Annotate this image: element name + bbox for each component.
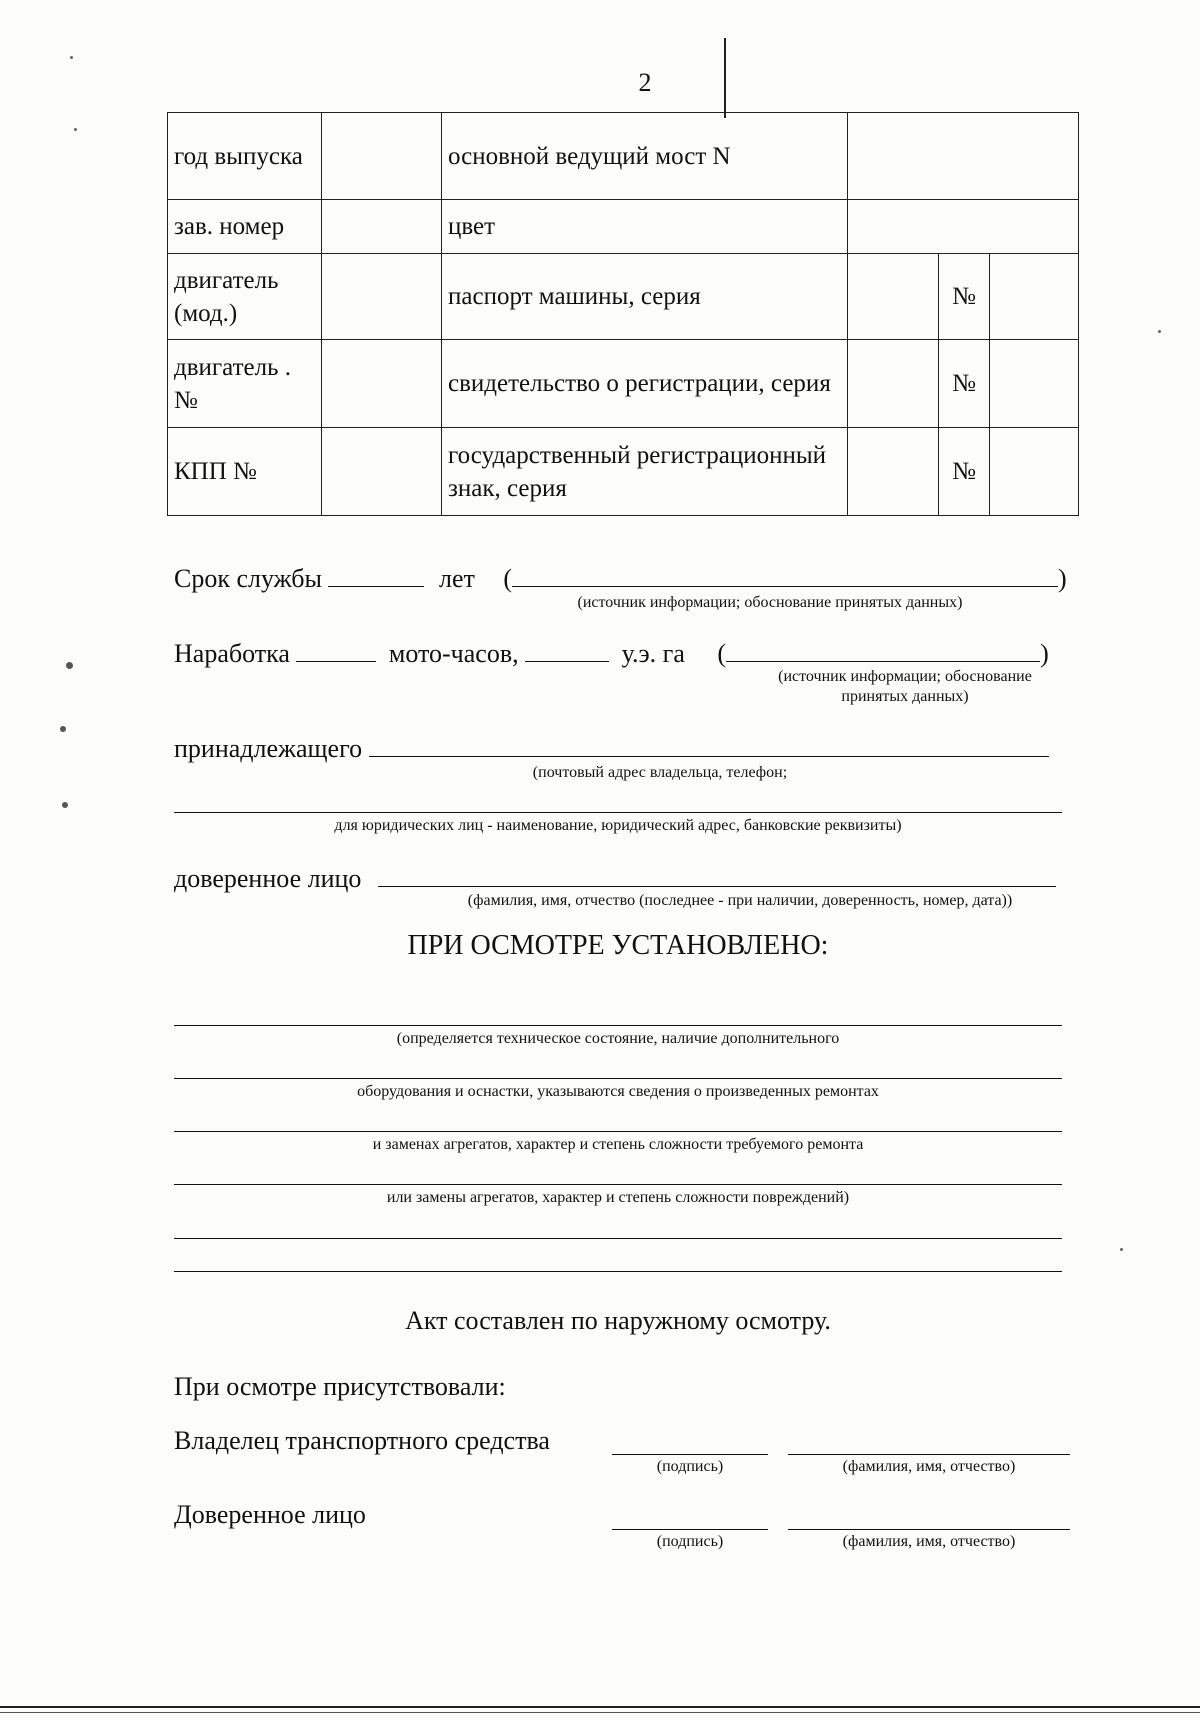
owner-address-field[interactable] [369, 730, 1049, 757]
value-engine-number[interactable] [322, 340, 442, 428]
label-registration-no: № [939, 340, 990, 428]
scan-speck [66, 662, 73, 669]
motor-hours-field[interactable] [296, 635, 376, 662]
open-paren: ( [503, 564, 513, 593]
scan-speck [62, 802, 68, 808]
page-number: 2 [638, 68, 652, 97]
table-row [168, 113, 1079, 200]
label-plate-series: государственный регистрационный знак, серия [442, 428, 848, 516]
proxy-signature-caption: (подпись) [656, 1533, 724, 1550]
operating-time-caption-2: принятых данных) [841, 688, 969, 705]
proxy-name-line[interactable] [788, 1529, 1070, 1530]
owner-row [174, 730, 1049, 764]
label-plate-no: № [939, 428, 990, 516]
label-main-axle: основной ведущий мост N [442, 113, 848, 200]
binder-mark [724, 38, 726, 118]
inspection-caption-1: (определяется техническое состояние, наличие дополнительного [396, 1030, 840, 1047]
vehicle-table [167, 112, 1079, 516]
service-life-caption: (источник информации; обоснование принятых данных) [577, 594, 963, 611]
close-paren: ) [1058, 564, 1067, 593]
proxy-label: доверенное лицо [174, 864, 362, 893]
table-row [168, 200, 1079, 254]
inspection-line-6[interactable] [174, 1271, 1062, 1272]
operating-time-row [174, 635, 1049, 669]
close-paren: ) [1040, 639, 1049, 668]
value-plate-no[interactable] [990, 428, 1079, 516]
label-gearbox-number: КПП № [168, 428, 322, 516]
value-color[interactable] [848, 200, 1079, 254]
proxy-name-caption: (фамилия, имя, отчество) [842, 1533, 1016, 1550]
value-serial[interactable] [322, 200, 442, 254]
hectare-field[interactable] [525, 635, 609, 662]
label-passport-no: № [939, 254, 990, 340]
inspection-line-3[interactable] [174, 1131, 1062, 1132]
hectare-unit: у.э. га [621, 639, 685, 668]
label-registration-series: свидетельство о регистрации, серия [442, 340, 848, 428]
scan-speck [74, 128, 77, 131]
operating-time-caption-1: (источник информации; обоснование [778, 668, 1032, 685]
proxy-field[interactable] [378, 860, 1056, 887]
scan-speck [60, 726, 66, 732]
present-title: При осмотре присутствовали: [174, 1372, 506, 1401]
owner-name-line[interactable] [788, 1454, 1070, 1455]
owner-caption-2: для юридических лиц - наименование, юридический адрес, банковские реквизиты) [334, 817, 902, 834]
owner-signature-caption: (подпись) [656, 1458, 724, 1475]
owner-label: принадлежащего [174, 734, 363, 763]
service-life-source-field[interactable] [512, 560, 1058, 587]
inspection-heading: ПРИ ОСМОТРЕ УСТАНОВЛЕНО: [407, 930, 829, 961]
operating-time-source-field[interactable] [726, 635, 1040, 662]
open-paren: ( [717, 639, 727, 668]
inspection-line-1[interactable] [174, 1025, 1062, 1026]
table-row [168, 428, 1079, 516]
inspection-caption-2: оборудования и оснастки, указываются сведения о произведенных ремонтах [357, 1083, 879, 1100]
label-color: цвет [442, 200, 848, 254]
inspection-line-4[interactable] [174, 1184, 1062, 1185]
proxy-signature-line[interactable] [612, 1529, 768, 1530]
inspection-caption-4: или замены агрегатов, характер и степень сложности повреждений) [386, 1189, 850, 1206]
value-passport-series[interactable] [848, 254, 939, 340]
value-passport-no[interactable] [990, 254, 1079, 340]
inspection-caption-3: и заменах агрегатов, характер и степень сложности требуемого ремонта [372, 1136, 864, 1153]
value-engine-model[interactable] [322, 254, 442, 340]
operating-time-label: Наработка [174, 639, 290, 668]
service-life-label: Срок службы [174, 564, 322, 593]
proxy-caption: (фамилия, имя, отчество (последнее - при наличии, доверенность, номер, дата)) [467, 892, 1013, 909]
table-row [168, 340, 1079, 428]
proxy-row [174, 860, 1056, 894]
inspection-line-5[interactable] [174, 1238, 1062, 1239]
service-life-years-field[interactable] [328, 560, 424, 587]
inspection-line-2[interactable] [174, 1078, 1062, 1079]
scan-speck [70, 56, 73, 59]
table-row [168, 254, 1079, 340]
label-engine-number: двигатель . № [168, 340, 322, 428]
scan-speck [1120, 1248, 1123, 1251]
value-main-axle[interactable] [848, 113, 1079, 200]
owner-signature-label: Владелец транспортного средства [174, 1426, 550, 1455]
service-life-unit: лет [438, 564, 475, 593]
value-gearbox-number[interactable] [322, 428, 442, 516]
value-registration-series[interactable] [848, 340, 939, 428]
owner-name-caption: (фамилия, имя, отчество) [842, 1458, 1016, 1475]
label-passport-series: паспорт машины, серия [442, 254, 848, 340]
value-year[interactable] [322, 113, 442, 200]
service-life-row [174, 560, 1067, 594]
value-plate-series[interactable] [848, 428, 939, 516]
scan-bottom-edge [0, 1706, 1200, 1708]
owner-signature-line[interactable] [612, 1454, 768, 1455]
proxy-signature-label: Доверенное лицо [174, 1500, 366, 1529]
owner-details-line[interactable] [174, 812, 1062, 813]
value-registration-no[interactable] [990, 340, 1079, 428]
scan-bottom-edge [0, 1712, 1200, 1713]
owner-caption-1: (почтовый адрес владельца, телефон; [532, 764, 788, 781]
label-serial: зав. номер [168, 200, 322, 254]
motor-hours-unit: мото-часов, [388, 639, 519, 668]
scan-speck [1158, 330, 1161, 333]
label-year: год выпуска [168, 113, 322, 200]
label-engine-model: двигатель (мод.) [168, 254, 322, 340]
act-note: Акт составлен по наружному осмотру. [405, 1306, 831, 1335]
